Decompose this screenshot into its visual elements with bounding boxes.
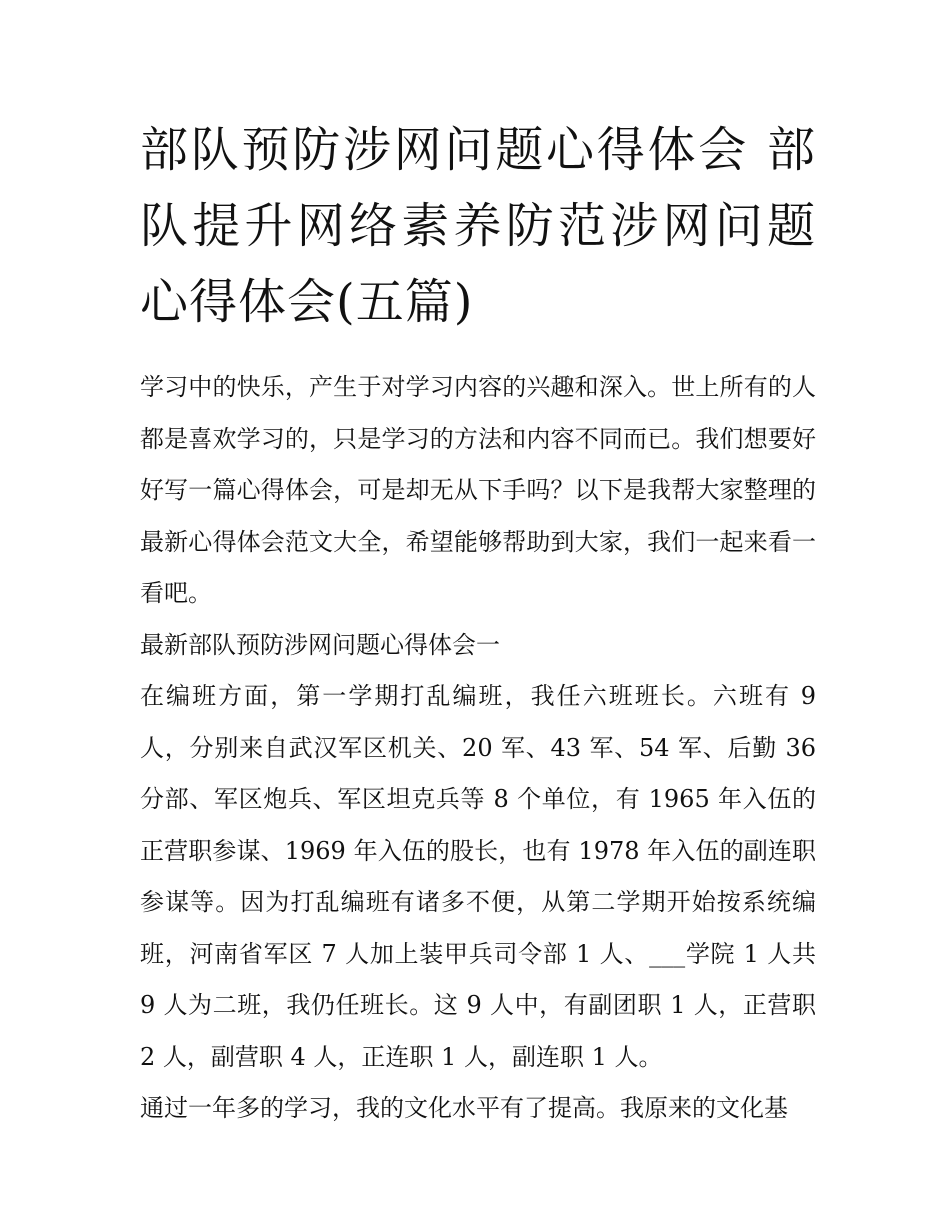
document-page bbox=[140, 112, 816, 1135]
body-paragraph-2: 通过一年多的学习，我的文化水平有了提高。我原来的文化基 bbox=[140, 1094, 788, 1122]
section-heading: 最新部队预防涉网问题心得体会一 bbox=[140, 630, 500, 659]
body-paragraph-1: 在编班方面，第一学期打乱编班，我任六班班长。六班有 9 人，分别来自武汉军区机关、20 军、43 军、54 军、后勤 36 分部、军区炮兵、军区坦克兵等 8 个单位，有 1965 年入伍的正营职参谋、1969 年入伍的股长，也有 1978 年入伍的副连职参谋等。因为打乱编班有诸多不便，从第二学期开始按系统编班，河南省军区 7 人加上装甲兵司令部 1 人、___学院 1 人共 9 人为二班，我仍任班长。这 9 人中，有副团职 1 人，正营职 2 人，副营职 4 人，正连职 1 人，副连职 1 人。 bbox=[140, 682, 816, 1071]
document-title: 部队预防涉网问题心得体会 部队提升网络素养防范涉网问题心得体会(五篇) bbox=[140, 122, 816, 330]
intro-paragraph: 学习中的快乐，产生于对学习内容的兴趣和深入。世上所有的人都是喜欢学习的，只是学习的方法和内容不同而已。我们想要好好写一篇心得体会，可是却无从下手吗？以下是我帮大家整理的最新心得体会范文大全，希望能够帮助到大家，我们一起来看一看吧。 bbox=[140, 373, 816, 607]
